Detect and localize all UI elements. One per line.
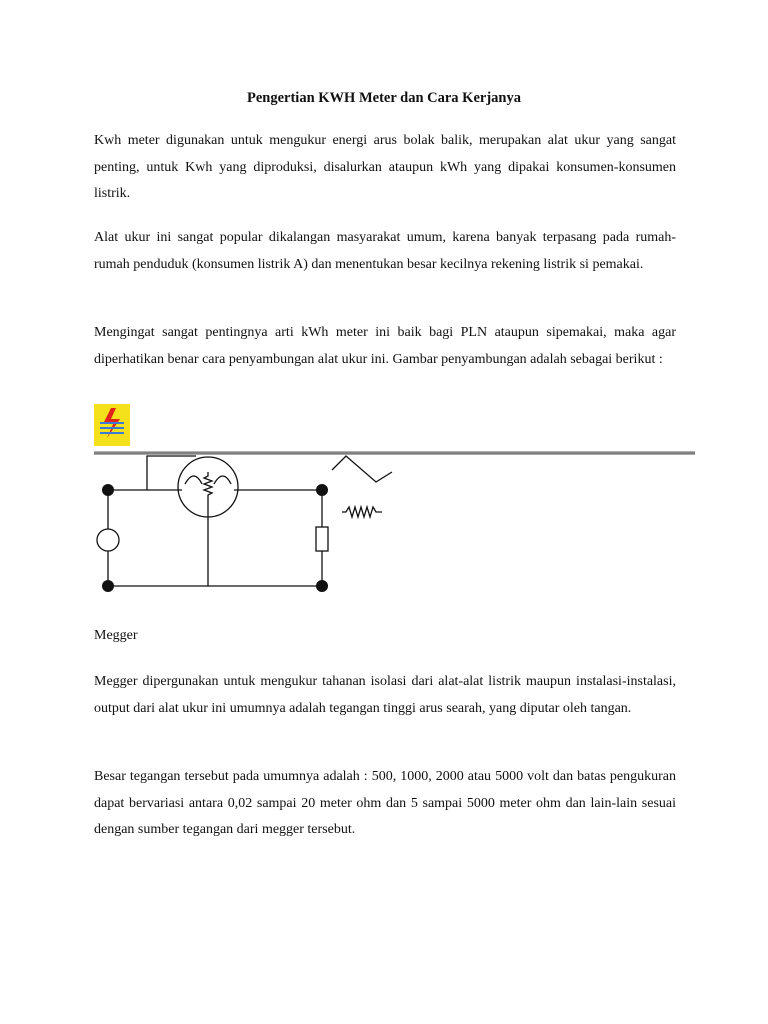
paragraph-megger-intro: Megger dipergunakan untuk mengukur tahanan isolasi dari alat-alat listrik maupun instalasi-instalasi, output dari alat ukur ini umumnya adalah tegangan tinggi arus searah, yang diputar oleh tangan. — [94, 674, 676, 716]
section-heading-megger: Megger — [94, 628, 138, 643]
paragraph-kwh-intro: Kwh meter digunakan untuk mengukur energi arus bolak balik, merupakan alat ukur yang sangat penting, untuk Kwh yang diproduksi, disalurkan ataupun kWh yang dipakai konsumen-konsumen listrik. — [94, 133, 676, 201]
document-title: Pengertian KWH Meter dan Cara Kerjanya — [247, 90, 521, 106]
pln-logo-icon — [94, 404, 130, 446]
paragraph-kwh-usage: Alat ukur ini sangat popular dikalangan masyarakat umum, karena banyak terpasang pada rumah-rumah penduduk (konsumen listrik A) dan menentukan besar kecilnya rekening listrik si pemakai. — [94, 230, 676, 272]
paragraph-megger-voltage: Besar tegangan tersebut pada umumnya adalah : 500, 1000, 2000 atau 5000 volt dan batas pengukuran dapat bervariasi antara 0,02 sampai 20 meter ohm dan 5 sampai 5000 meter ohm dan lain-lain sesuai dengan sumber tegangan dari megger tersebut. — [94, 769, 676, 837]
kwh-meter-circuit-diagram — [90, 452, 400, 602]
paragraph-kwh-connection: Mengingat sangat pentingnya arti kWh meter ini baik bagi PLN ataupun sipemakai, maka agar diperhatikan benar cara penyambungan alat ukur ini. Gambar penyambungan adalah sebagai berikut : — [94, 325, 676, 367]
